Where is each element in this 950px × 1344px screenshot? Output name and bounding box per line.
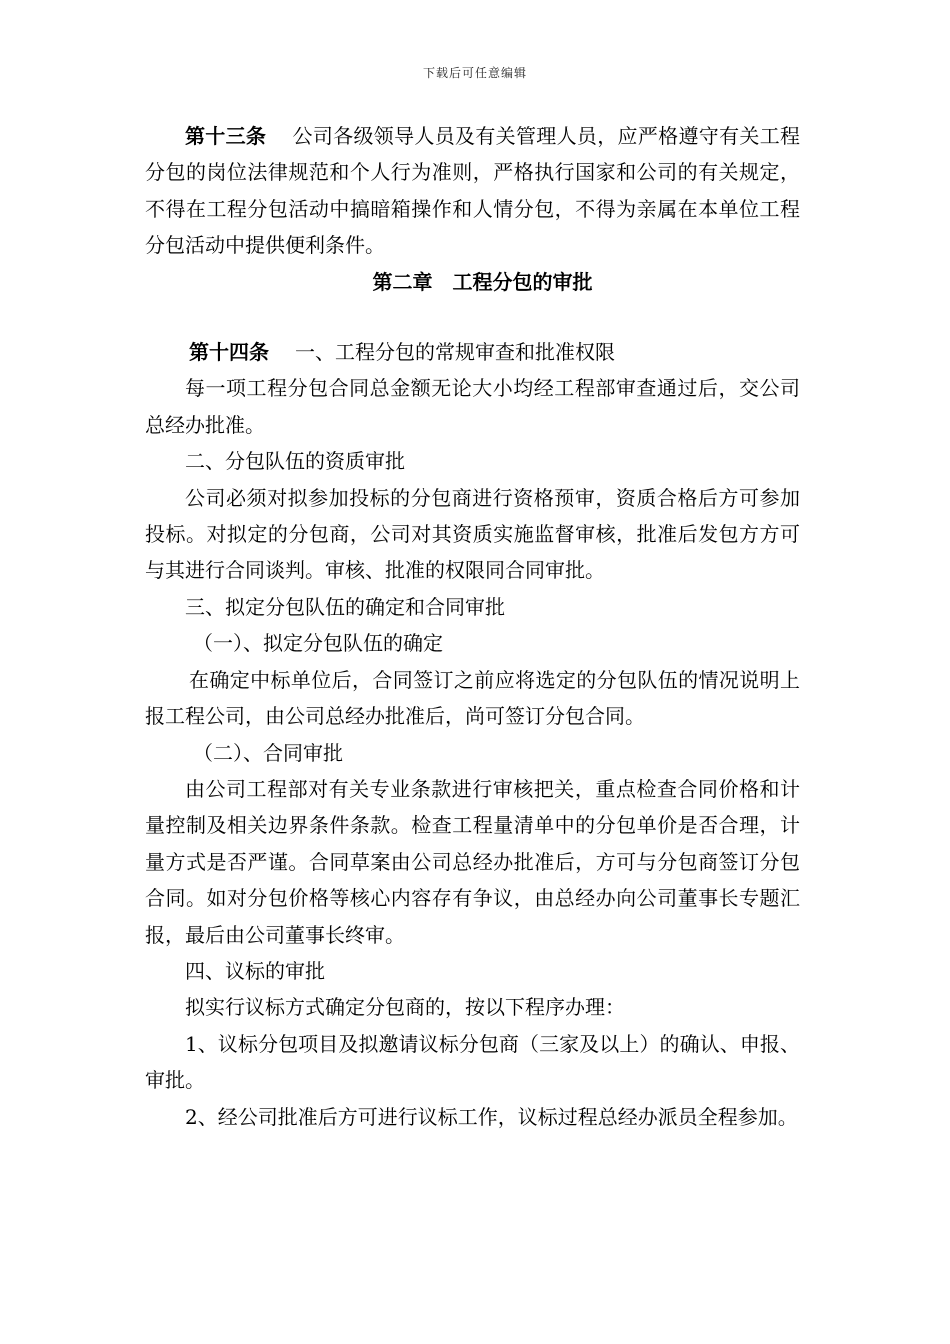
article-14 <box>145 334 800 370</box>
page-header: 下载后可任意编辑 <box>422 66 527 80</box>
paragraph: 每一项工程分包合同总金额无论大小均经工程部审查通过后，交公司总经办批准。 <box>145 376 800 437</box>
article-13-label: 第十三条 <box>185 124 267 148</box>
subsection-heading: （一）、拟定分包队伍的确定 <box>193 631 443 656</box>
paragraph: 公司必须对拟参加投标的分包商进行资格预审，资质合格后方可参加投标。对拟定的分包商，公司对其资质实施监督审核，批准后发包方方可与其进行合同谈判。审核、批准的权限同合同审批。 <box>145 485 800 583</box>
section-heading: 二、分包队伍的资质审批 <box>185 449 405 474</box>
section-heading: 四、议标的审批 <box>185 958 325 983</box>
paragraph: 由公司工程部对有关专业条款进行审核把关，重点检查合同价格和计量控制及相关边界条件条款。检查工程量清单中的分包单价是否合理，计量方式是否严谨。合同草案由公司总经办批准后，方可与分包商签订分包合同。如对分包价格等核心内容存有争议，由总经办向公司董事长专题汇报，最后由公司董事长终审。 <box>145 776 800 947</box>
article-14-label: 第十四条 <box>189 340 269 365</box>
chapter-2-title: 第二章 工程分包的审批 <box>372 269 593 294</box>
section-heading: 三、拟定分包队伍的确定和合同审批 <box>185 594 505 619</box>
subsection-heading: （二）、合同审批 <box>193 740 343 765</box>
paragraph: 拟实行议标方式确定分包商的，按以下程序办理： <box>185 995 625 1020</box>
document-body <box>145 118 800 1135</box>
article-13-text: 公司各级领导人员及有关管理人员，应严格遵守有关工程分包的岗位法律规范和个人行为准则，严格执行国家和公司的有关规定，不得在工程分包活动中搞暗箱操作和人情分包，不得为亲属在本单位工程分包活动中提供便利条件。 <box>145 124 801 258</box>
list-item: 1、议标分包项目及拟邀请议标分包商（三家及以上）的确认、申报、审批。 <box>145 1031 800 1093</box>
paragraph: 在确定中标单位后，合同签订之前应将选定的分包队伍的情况说明上报工程公司，由公司总经办批准后，尚可签订分包合同。 <box>145 667 800 729</box>
list-item: 2、经公司批准后方可进行议标工作，议标过程总经办派员全程参加。 <box>185 1104 798 1129</box>
article-14-text: 一、工程分包的常规审查和批准权限 <box>295 340 615 365</box>
article-13 <box>145 118 800 264</box>
